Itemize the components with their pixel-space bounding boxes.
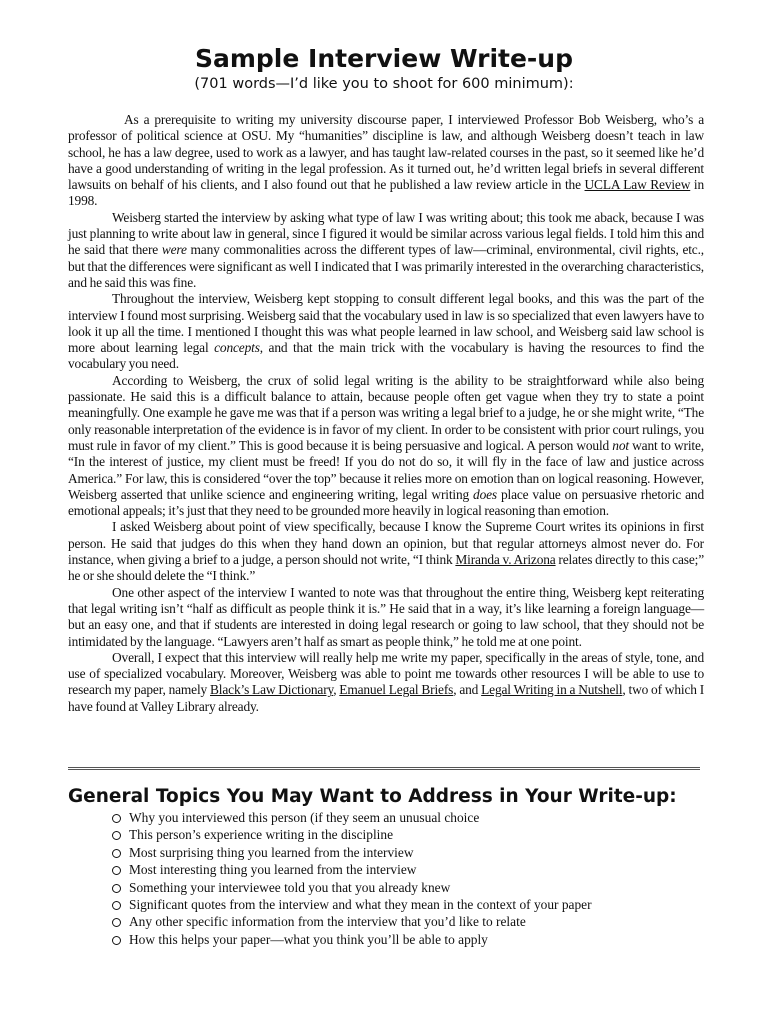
section-divider <box>68 767 700 770</box>
emanuel-legal-briefs: Emanuel Legal Briefs <box>339 682 454 698</box>
document-subtitle: (701 words—I’d like you to shoot for 600 minimum): <box>194 76 574 92</box>
circle-bullet-icon <box>112 866 121 875</box>
ucla-law-review: UCLA Law Review <box>584 177 691 193</box>
paragraph-1: As a prerequisite to writing my university discourse paper, I interviewed Professor Bob Weisberg, who’s a professor of political science at OSU. My “humanities” discipline is law, and although Weisberg doesn’t teach in law school, he has a law degree, used to work as a lawyer, and has taught law-related courses in the past, so it seemed like he’d have a good understanding of writing in the legal profession. As it turned out, he’d written legal briefs in several different lawsuits on behalf of his clients, and I also found out that he published a law review article in the UCLA Law Review in 1998. <box>68 112 704 209</box>
paragraph-4: According to Weisberg, the crux of solid legal writing is the ability to be straightforward while also being passionate. He said this is a difficult balance to attain, because people often get vague when they try to state a point meaningfully. One example he gave me was that if a person was writing a legal brief to a judge, he or she might write, “The only reasonable interpretation of the evidence is in favor of my client. In order to be consistent with prior court rulings, you must rule in favor of my client.” This is good because it is being persuasive and logical. A person would not want to write, “In the interest of justice, my client must be freed! If you do not do so, it will fly in the face of law and justice across America.” For law, this is considered “over the top” because it relies more on emotion than on logical reasoning. However, Weisberg asserted that unlike science and engineering writing, legal writing does place value on persuasive rhetoric and emotional appeals; it’s just that they need to be grounded more heavily in logical reasoning than emotion. <box>68 372 704 519</box>
circle-bullet-icon <box>112 936 121 945</box>
list-item: Most interesting thing you learned from the interview <box>112 861 732 878</box>
paragraph-3: Throughout the interview, Weisberg kept stopping to consult different legal books, and this was the part of the interview I found most surprising. Weisberg said that the vocabulary used in law is so specialized that even lawyers have to look it up all the time. I mentioned I thought this was what people learned in law school, and Weisberg said law school is more about learning legal concepts, and that the main trick with the vocabulary is having the resources to find the vocabulary you need. <box>68 291 704 372</box>
paragraph-7: Overall, I expect that this interview will really help me write my paper, specifically in the areas of style, tone, and use of specialized vocabulary. Moreover, Weisberg was able to point me towards other resources I will be able to use to research my paper, namely Black’s Law Dictionary, Emanuel Legal Briefs, and Legal Writing in a Nutshell, two of which I have found at Valley Library already. <box>68 649 705 714</box>
list-item: Something your interviewee told you that you already knew <box>112 879 732 896</box>
legal-writing-in-a-nutshell: Legal Writing in a Nutshell <box>481 682 623 698</box>
topics-list <box>112 809 732 948</box>
circle-bullet-icon <box>112 849 121 858</box>
circle-bullet-icon <box>112 901 121 910</box>
circle-bullet-icon <box>112 884 121 893</box>
topics-heading: General Topics You May Want to Address in Your Write-up: <box>68 786 677 807</box>
circle-bullet-icon <box>112 918 121 927</box>
list-item: Why you interviewed this person (if they seem an unusual choice <box>112 809 732 826</box>
circle-bullet-icon <box>112 814 121 823</box>
list-item: Significant quotes from the interview and what they mean in the context of your paper <box>112 896 732 913</box>
list-item: Most surprising thing you learned from the interview <box>112 844 732 861</box>
blacks-law-dictionary: Black’s Law Dictionary <box>210 682 334 698</box>
paragraph-2: Weisberg started the interview by asking what type of law I was writing about; this took me aback, because I was just planning to write about law in general, since I figured it would be similar across various legal fields. I told him this and he said that there were many commonalities across the different types of law—criminal, environmental, civil rights, etc., but that the differences were significant as well I indicated that I was primarily interested in the overarching characteristics, and he said this was fine. <box>68 209 704 290</box>
interview-body <box>68 112 704 715</box>
circle-bullet-icon <box>112 831 121 840</box>
miranda-v-arizona: Miranda v. Arizona <box>455 552 556 568</box>
list-item: How this helps your paper—what you think you’ll be able to apply <box>112 931 732 948</box>
paragraph-5: I asked Weisberg about point of view specifically, because I know the Supreme Court writes its opinions in first person. He said that judges do this when they hand down an opinion, but that regular attorneys almost never do. For instance, when giving a brief to a judge, a person should not write, “I think Miranda v. Arizona relates directly to this case;” he or she should delete the “I think.” <box>68 519 704 584</box>
list-item: Any other specific information from the interview that you’d like to relate <box>112 913 732 930</box>
list-item: This person’s experience writing in the discipline <box>112 826 732 843</box>
paragraph-6: One other aspect of the interview I wanted to note was that throughout the entire thing, Weisberg kept reiterating that legal writing isn’t “half as difficult as people think it is.” He said that in a way, it’s like learning a foreign language—but an easy one, and that if students are interested in doing legal research or going to law school, that they should not be intimidated by the language. “Lawyers aren’t half as smart as people think,” he told me at one point. <box>68 584 704 649</box>
document-title: Sample Interview Write-up <box>194 44 573 73</box>
